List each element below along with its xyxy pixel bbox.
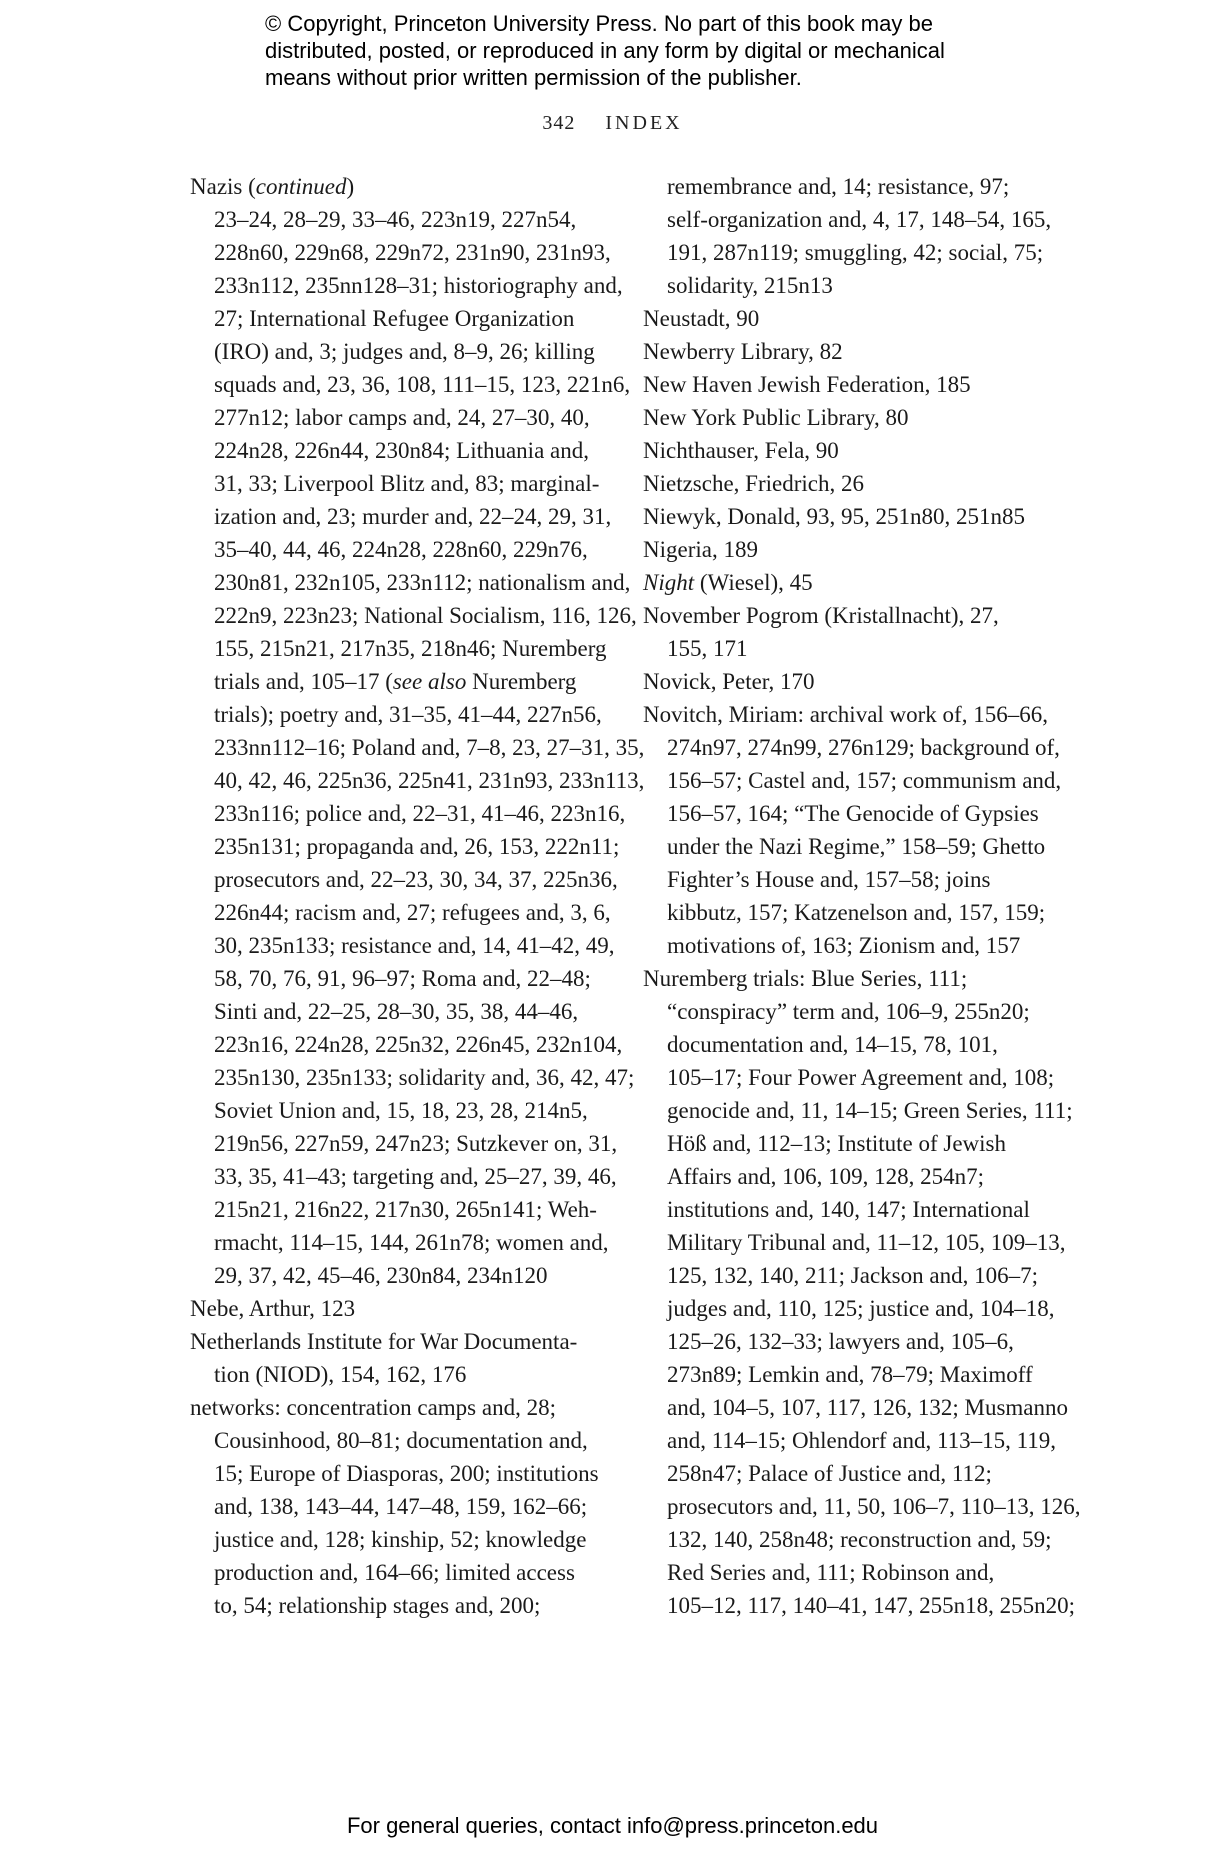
index-line: 215n21, 216n22, 217n30, 265n141; Weh-	[214, 1197, 597, 1222]
index-line: networks: concentration camps and, 28;	[190, 1395, 556, 1420]
index-line: trials); poetry and, 31–35, 41–44, 227n56,	[214, 702, 602, 727]
index-line: 223n16, 224n28, 225n32, 226n45, 232n104,	[214, 1032, 623, 1057]
index-line: documentation and, 14–15, 78, 101,	[667, 1032, 998, 1057]
index-line: Netherlands Institute for War Documenta-	[190, 1329, 578, 1354]
index-line: 277n12; labor camps and, 24, 27–30, 40,	[214, 405, 590, 430]
index-line: motivations of, 163; Zionism and, 157	[667, 933, 1021, 958]
index-line: 233n116; police and, 22–31, 41–46, 223n16,	[214, 801, 626, 826]
index-line: 15; Europe of Diasporas, 200; institutions	[214, 1461, 599, 1486]
index-line: 105–12, 117, 140–41, 147, 255n18, 255n20;	[667, 1593, 1076, 1618]
index-line: 219n56, 227n59, 247n23; Sutzkever on, 31,	[214, 1131, 618, 1156]
index-line: Affairs and, 106, 109, 128, 254n7;	[667, 1164, 985, 1189]
index-line: 155, 171	[667, 636, 748, 661]
index-line: genocide and, 11, 14–15; Green Series, 111;	[667, 1098, 1073, 1123]
index-line: 258n47; Palace of Justice and, 112;	[667, 1461, 992, 1486]
index-line: 235n131; propaganda and, 26, 153, 222n11;	[214, 834, 620, 859]
index-line: Nebe, Arthur, 123	[190, 1296, 356, 1321]
index-line: Sinti and, 22–25, 28–30, 35, 38, 44–46,	[214, 999, 579, 1024]
index-line: 35–40, 44, 46, 224n28, 228n60, 229n76,	[214, 537, 588, 562]
index-line: 233nn112–16; Poland and, 7–8, 23, 27–31, 35,	[214, 735, 645, 760]
index-line: Neustadt, 90	[643, 306, 760, 331]
index-line: Cousinhood, 80–81; documentation and,	[214, 1428, 588, 1453]
index-line: Newberry Library, 82	[643, 339, 843, 364]
index-line: 125–26, 132–33; lawyers and, 105–6,	[667, 1329, 1014, 1354]
index-line: Höß and, 112–13; Institute of Jewish	[667, 1131, 1007, 1156]
index-line: 222n9, 223n23; National Socialism, 116, 126,	[214, 603, 637, 628]
index-line: 235n130, 235n133; solidarity and, 36, 42, 47;	[214, 1065, 635, 1090]
index-line: 132, 140, 258n48; reconstruction and, 59;	[667, 1527, 1052, 1552]
index-line: 233n112, 235nn128–31; historiography and,	[214, 273, 623, 298]
index-line: 156–57, 164; “The Genocide of Gypsies	[667, 801, 1039, 826]
index-line: trials and, 105–17 (see also Nuremberg	[214, 669, 577, 694]
index-line: and, 138, 143–44, 147–48, 159, 162–66;	[214, 1494, 588, 1519]
index-line: prosecutors and, 22–23, 30, 34, 37, 225n36,	[214, 867, 618, 892]
index-line: kibbutz, 157; Katzenelson and, 157, 159;	[667, 900, 1046, 925]
index-line: 31, 33; Liverpool Blitz and, 83; marginal-	[214, 471, 600, 496]
index-line: 30, 235n133; resistance and, 14, 41–42, 49,	[214, 933, 615, 958]
copyright-line: © Copyright, Princeton University Press. No part of this book may be	[265, 11, 933, 36]
copyright-notice	[265, 10, 1025, 91]
index-line: 230n81, 232n105, 233n112; nationalism and,	[214, 570, 631, 595]
index-column-left	[190, 170, 645, 1622]
index-line: Military Tribunal and, 11–12, 105, 109–13,	[667, 1230, 1066, 1255]
index-line: production and, 164–66; limited access	[214, 1560, 575, 1585]
index-line: ization and, 23; murder and, 22–24, 29, 31,	[214, 504, 612, 529]
index-line: squads and, 23, 36, 108, 111–15, 123, 221n6,	[214, 372, 631, 397]
index-line: 33, 35, 41–43; targeting and, 25–27, 39, 46,	[214, 1164, 617, 1189]
index-line: Novitch, Miriam: archival work of, 156–66,	[643, 702, 1048, 727]
index-line: and, 104–5, 107, 117, 126, 132; Musmanno	[667, 1395, 1068, 1420]
index-line: tion (NIOD), 154, 162, 176	[214, 1362, 467, 1387]
footer-contact: For general queries, contact info@press.princeton.edu	[346, 1813, 879, 1838]
running-head	[0, 112, 1225, 135]
index-line: and, 114–15; Ohlendorf and, 113–15, 119,	[667, 1428, 1057, 1453]
index-line: solidarity, 215n13	[667, 273, 833, 298]
index-line: (IRO) and, 3; judges and, 8–9, 26; killing	[214, 339, 595, 364]
copyright-line: distributed, posted, or reproduced in any form by digital or mechanical	[265, 38, 945, 63]
index-line: “conspiracy” term and, 106–9, 255n20;	[667, 999, 1030, 1024]
index-line: Novick, Peter, 170	[643, 669, 815, 694]
index-line: 224n28, 226n44, 230n84; Lithuania and,	[214, 438, 589, 463]
index-line: Niewyk, Donald, 93, 95, 251n80, 251n85	[643, 504, 1026, 529]
index-line: Night (Wiesel), 45	[643, 570, 813, 595]
index-line: New York Public Library, 80	[643, 405, 909, 430]
index-line: Fighter’s House and, 157–58; joins	[667, 867, 991, 892]
index-line: Nuremberg trials: Blue Series, 111;	[643, 966, 968, 991]
index-line: Soviet Union and, 15, 18, 23, 28, 214n5,	[214, 1098, 588, 1123]
index-line: November Pogrom (Kristallnacht), 27,	[643, 603, 999, 628]
index-line: 155, 215n21, 217n35, 218n46; Nuremberg	[214, 636, 607, 661]
index-line: Nazis (continued)	[190, 174, 355, 199]
index-line: 273n89; Lemkin and, 78–79; Maximoff	[667, 1362, 1033, 1387]
index-line: 125, 132, 140, 211; Jackson and, 106–7;	[667, 1263, 1038, 1288]
index-line: Nietzsche, Friedrich, 26	[643, 471, 864, 496]
index-line: rmacht, 114–15, 144, 261n78; women and,	[214, 1230, 609, 1255]
index-line: 191, 287n119; smuggling, 42; social, 75;	[667, 240, 1044, 265]
index-line: Nigeria, 189	[643, 537, 758, 562]
index-line: prosecutors and, 11, 50, 106–7, 110–13, 126,	[667, 1494, 1081, 1519]
index-line: justice and, 128; kinship, 52; knowledge	[214, 1527, 587, 1552]
index-line: Red Series and, 111; Robinson and,	[667, 1560, 995, 1585]
index-line: 58, 70, 76, 91, 96–97; Roma and, 22–48;	[214, 966, 591, 991]
index-line: institutions and, 140, 147; International	[667, 1197, 1030, 1222]
index-line: 23–24, 28–29, 33–46, 223n19, 227n54,	[214, 207, 577, 232]
index-line: 27; International Refugee Organization	[214, 306, 575, 331]
index-line: 29, 37, 42, 45–46, 230n84, 234n120	[214, 1263, 548, 1288]
index-line: remembrance and, 14; resistance, 97;	[667, 174, 1010, 199]
index-line: 228n60, 229n68, 229n72, 231n90, 231n93,	[214, 240, 611, 265]
index-line: 105–17; Four Power Agreement and, 108;	[667, 1065, 1055, 1090]
index-line: to, 54; relationship stages and, 200;	[214, 1593, 541, 1618]
index-line: 40, 42, 46, 225n36, 225n41, 231n93, 233n113,	[214, 768, 645, 793]
page-number: 342	[542, 112, 576, 134]
index-column-right	[643, 170, 1081, 1622]
index-line: judges and, 110, 125; justice and, 104–18,	[667, 1296, 1055, 1321]
index-line: New Haven Jewish Federation, 185	[643, 372, 971, 397]
index-line: Nichthauser, Fela, 90	[643, 438, 839, 463]
running-head-title: INDEX	[605, 112, 683, 134]
index-line: self-organization and, 4, 17, 148–54, 165,	[667, 207, 1052, 232]
index-line: 156–57; Castel and, 157; communism and,	[667, 768, 1062, 793]
index-line: 226n44; racism and, 27; refugees and, 3, 6,	[214, 900, 611, 925]
index-line: 274n97, 274n99, 276n129; background of,	[667, 735, 1060, 760]
index-line: under the Nazi Regime,” 158–59; Ghetto	[667, 834, 1046, 859]
copyright-line: means without prior written permission of the publisher.	[265, 65, 802, 90]
